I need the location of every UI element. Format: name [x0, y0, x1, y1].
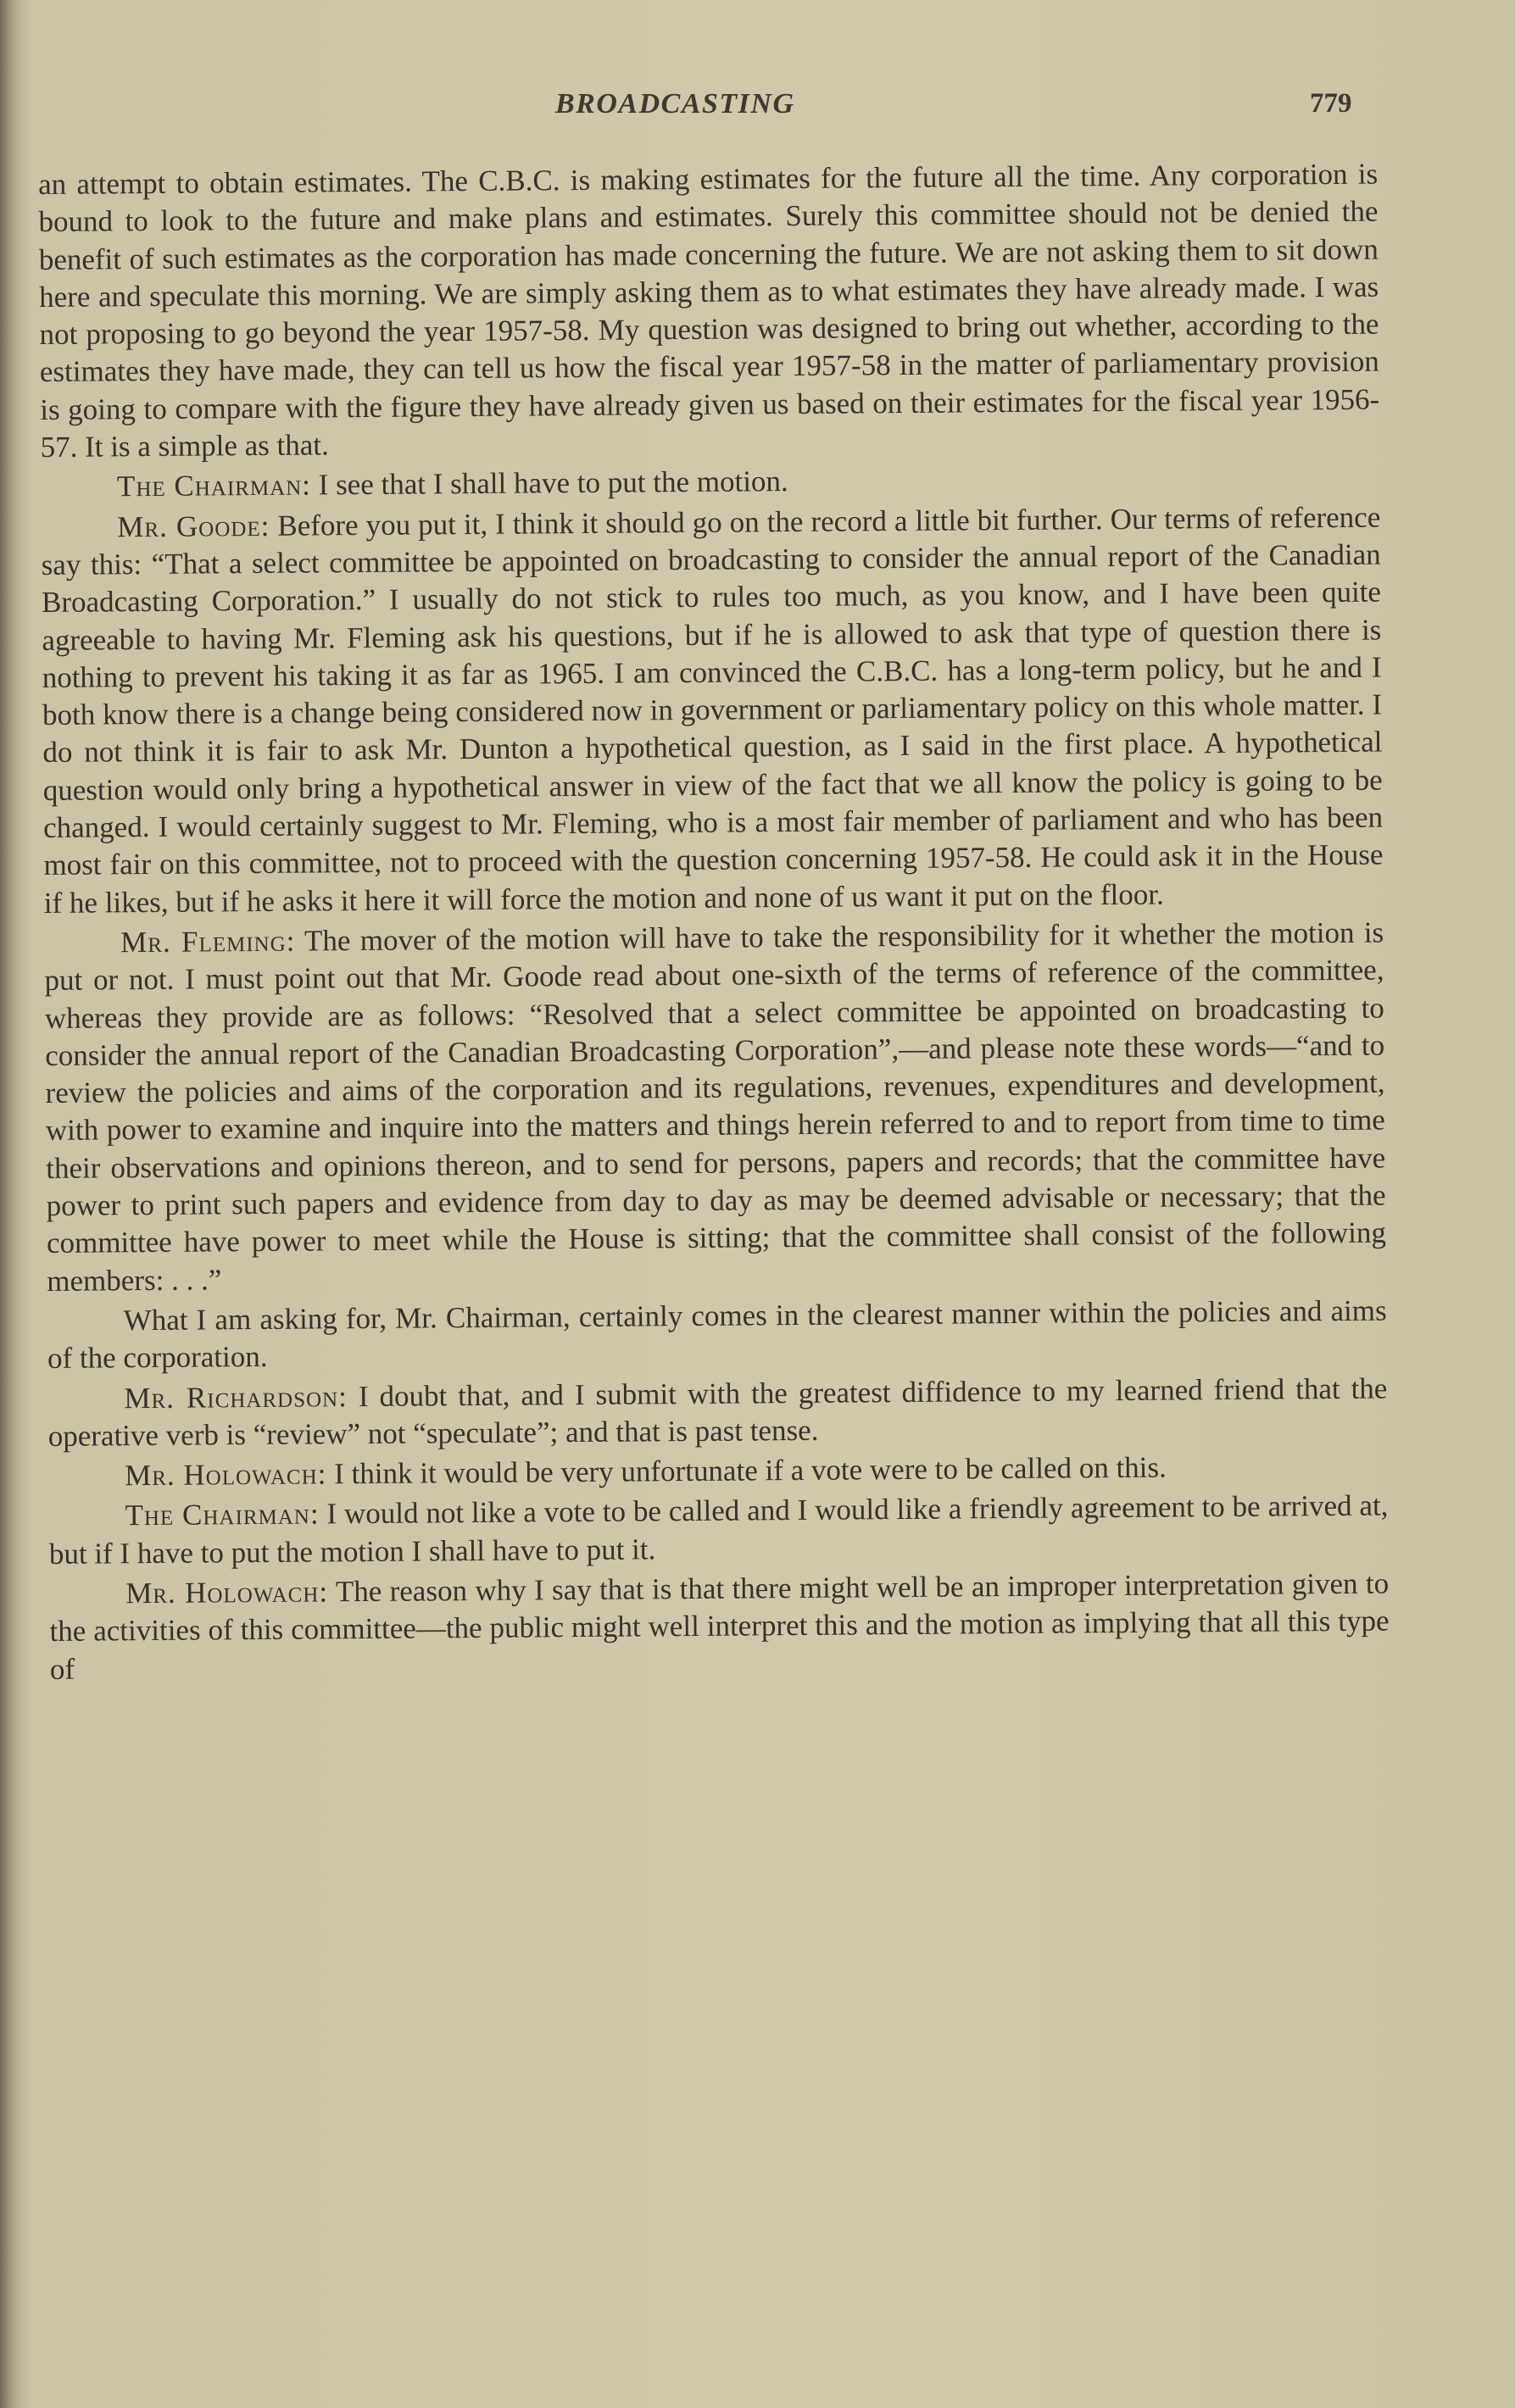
speaker-label: The Chairman:: [116, 468, 312, 503]
page-binding-edge: [0, 0, 19, 2408]
speaker-label: The Chairman:: [125, 1497, 320, 1532]
speaker-label: Mr. Holowach:: [125, 1575, 329, 1610]
paragraph-text: The mover of the motion will have to take the responsibility for it whether the motion is put or not. I must point out that Mr. Goode read about one-sixth of the terms of reference of the committee, whereas they provide are as follows: “Resolved that a select committee be appointed on broadcasting to consider the annual report of the Canadian Broadcasting Corporation”,—and please note these words—“and to review the policies and aims of the corporation and its regulations, revenues, expenditures and development, with power to examine and inquire into the matters and things herein referred to and to report from time to time their observations and opinions thereon, and to send for persons, papers and records; that the committee have power to print such papers and evidence from day to day as may be deemed advisable or necessary; that the committee have power to meet while the House is sitting; that the committee shall consist of the following members: . . .”: [44, 915, 1387, 1298]
running-head: BROADCASTING: [555, 88, 795, 120]
paragraph-richardson: [47, 1370, 1388, 1455]
paragraph-text: Before you put it, I think it should go on the record a little bit further. Our terms of reference say this: “That a select committee be appointed on broadcasting to consider the annual report of the Canadian Broadcasting Corporation.” I usually do not stick to rules too much, as you know, and I have been quite agreeable to having Mr. Fleming ask his questions, but if he is allowed to ask that type of question there is nothing to prevent his taking it as far as 1965. I am convinced the C.B.C. has a long-term policy, but he and I both know there is a change being considered now in government or parliamentary policy on this whole matter. I do not think it is fair to ask Mr. Dunton a hypothetical question, as I said in the first place. A hypothetical question would only bring a hypothetical answer in view of the fact that we all know the policy is going to be changed. I would certainly suggest to Mr. Fleming, who is a most fair member of parliament and who has been most fair on this committee, not to proceed with the question concerning 1957-58. He could ask it in the House if he likes, but if he asks it here it will force the motion and none of us want it put on the floor.: [41, 500, 1384, 920]
paragraph-fleming: [44, 915, 1386, 1300]
paragraph-chairman-2: [48, 1488, 1389, 1573]
page-header: [0, 88, 1515, 131]
paragraph-text: I would not like a vote to be called and I would like a friendly agreement to be arrived at, but if I have to put the motion I shall have to put it.: [48, 1488, 1389, 1571]
paragraph-text: I think it would be very unfortunate if a vote were to be called on this.: [334, 1450, 1167, 1491]
paragraph-text: The reason why I say that is that there might well be an improper interpretation given to the activities of this committee—the public might well interpret this and the motion as implying that all this type of: [49, 1566, 1390, 1686]
page-number: 779: [1310, 88, 1352, 119]
speaker-label: Mr. Holowach:: [124, 1457, 327, 1493]
paragraph-text: I doubt that, and I submit with the greatest diffidence to my learned friend that the operative verb is “review” not “speculate”; and that is past tense.: [47, 1371, 1388, 1453]
speaker-label: Mr. Richardson:: [124, 1379, 348, 1415]
paragraph-text: I see that I shall have to put the motion.: [318, 464, 788, 502]
speaker-label: Mr. Fleming:: [120, 924, 296, 959]
transcript-body: [38, 156, 1390, 1691]
paragraph-continuation: [38, 156, 1380, 467]
paragraph-text: What I am asking for, Mr. Chairman, certainly comes in the clearest manner within the policies and aims of the corporation.: [47, 1293, 1387, 1376]
paragraph-text: an attempt to obtain estimates. The C.B.C. is making estimates for the future all the time. Any corporation is bound to look to the future and make plans and estimates. Surely this committee should not be denied the benefit of such estimates as the corporation has made concerning the future. We are not asking them to sit down here and speculate this morning. We are simply asking them as to what estimates they have already made. I was not proposing to go beyond the year 1957-58. My question was designed to bring out whether, according to the estimates they have made, they can tell us how the fiscal year 1957-58 in the matter of parliamentary provision is going to compare with the figure they have already given us based on their estimates for the fiscal year 1956-57. It is a simple as that.: [38, 157, 1380, 464]
speaker-label: Mr. Goode:: [117, 509, 270, 543]
paragraph-goode: [41, 498, 1384, 922]
paragraph-fleming-continued: [47, 1292, 1388, 1377]
paragraph-holowach-2: [49, 1565, 1390, 1688]
